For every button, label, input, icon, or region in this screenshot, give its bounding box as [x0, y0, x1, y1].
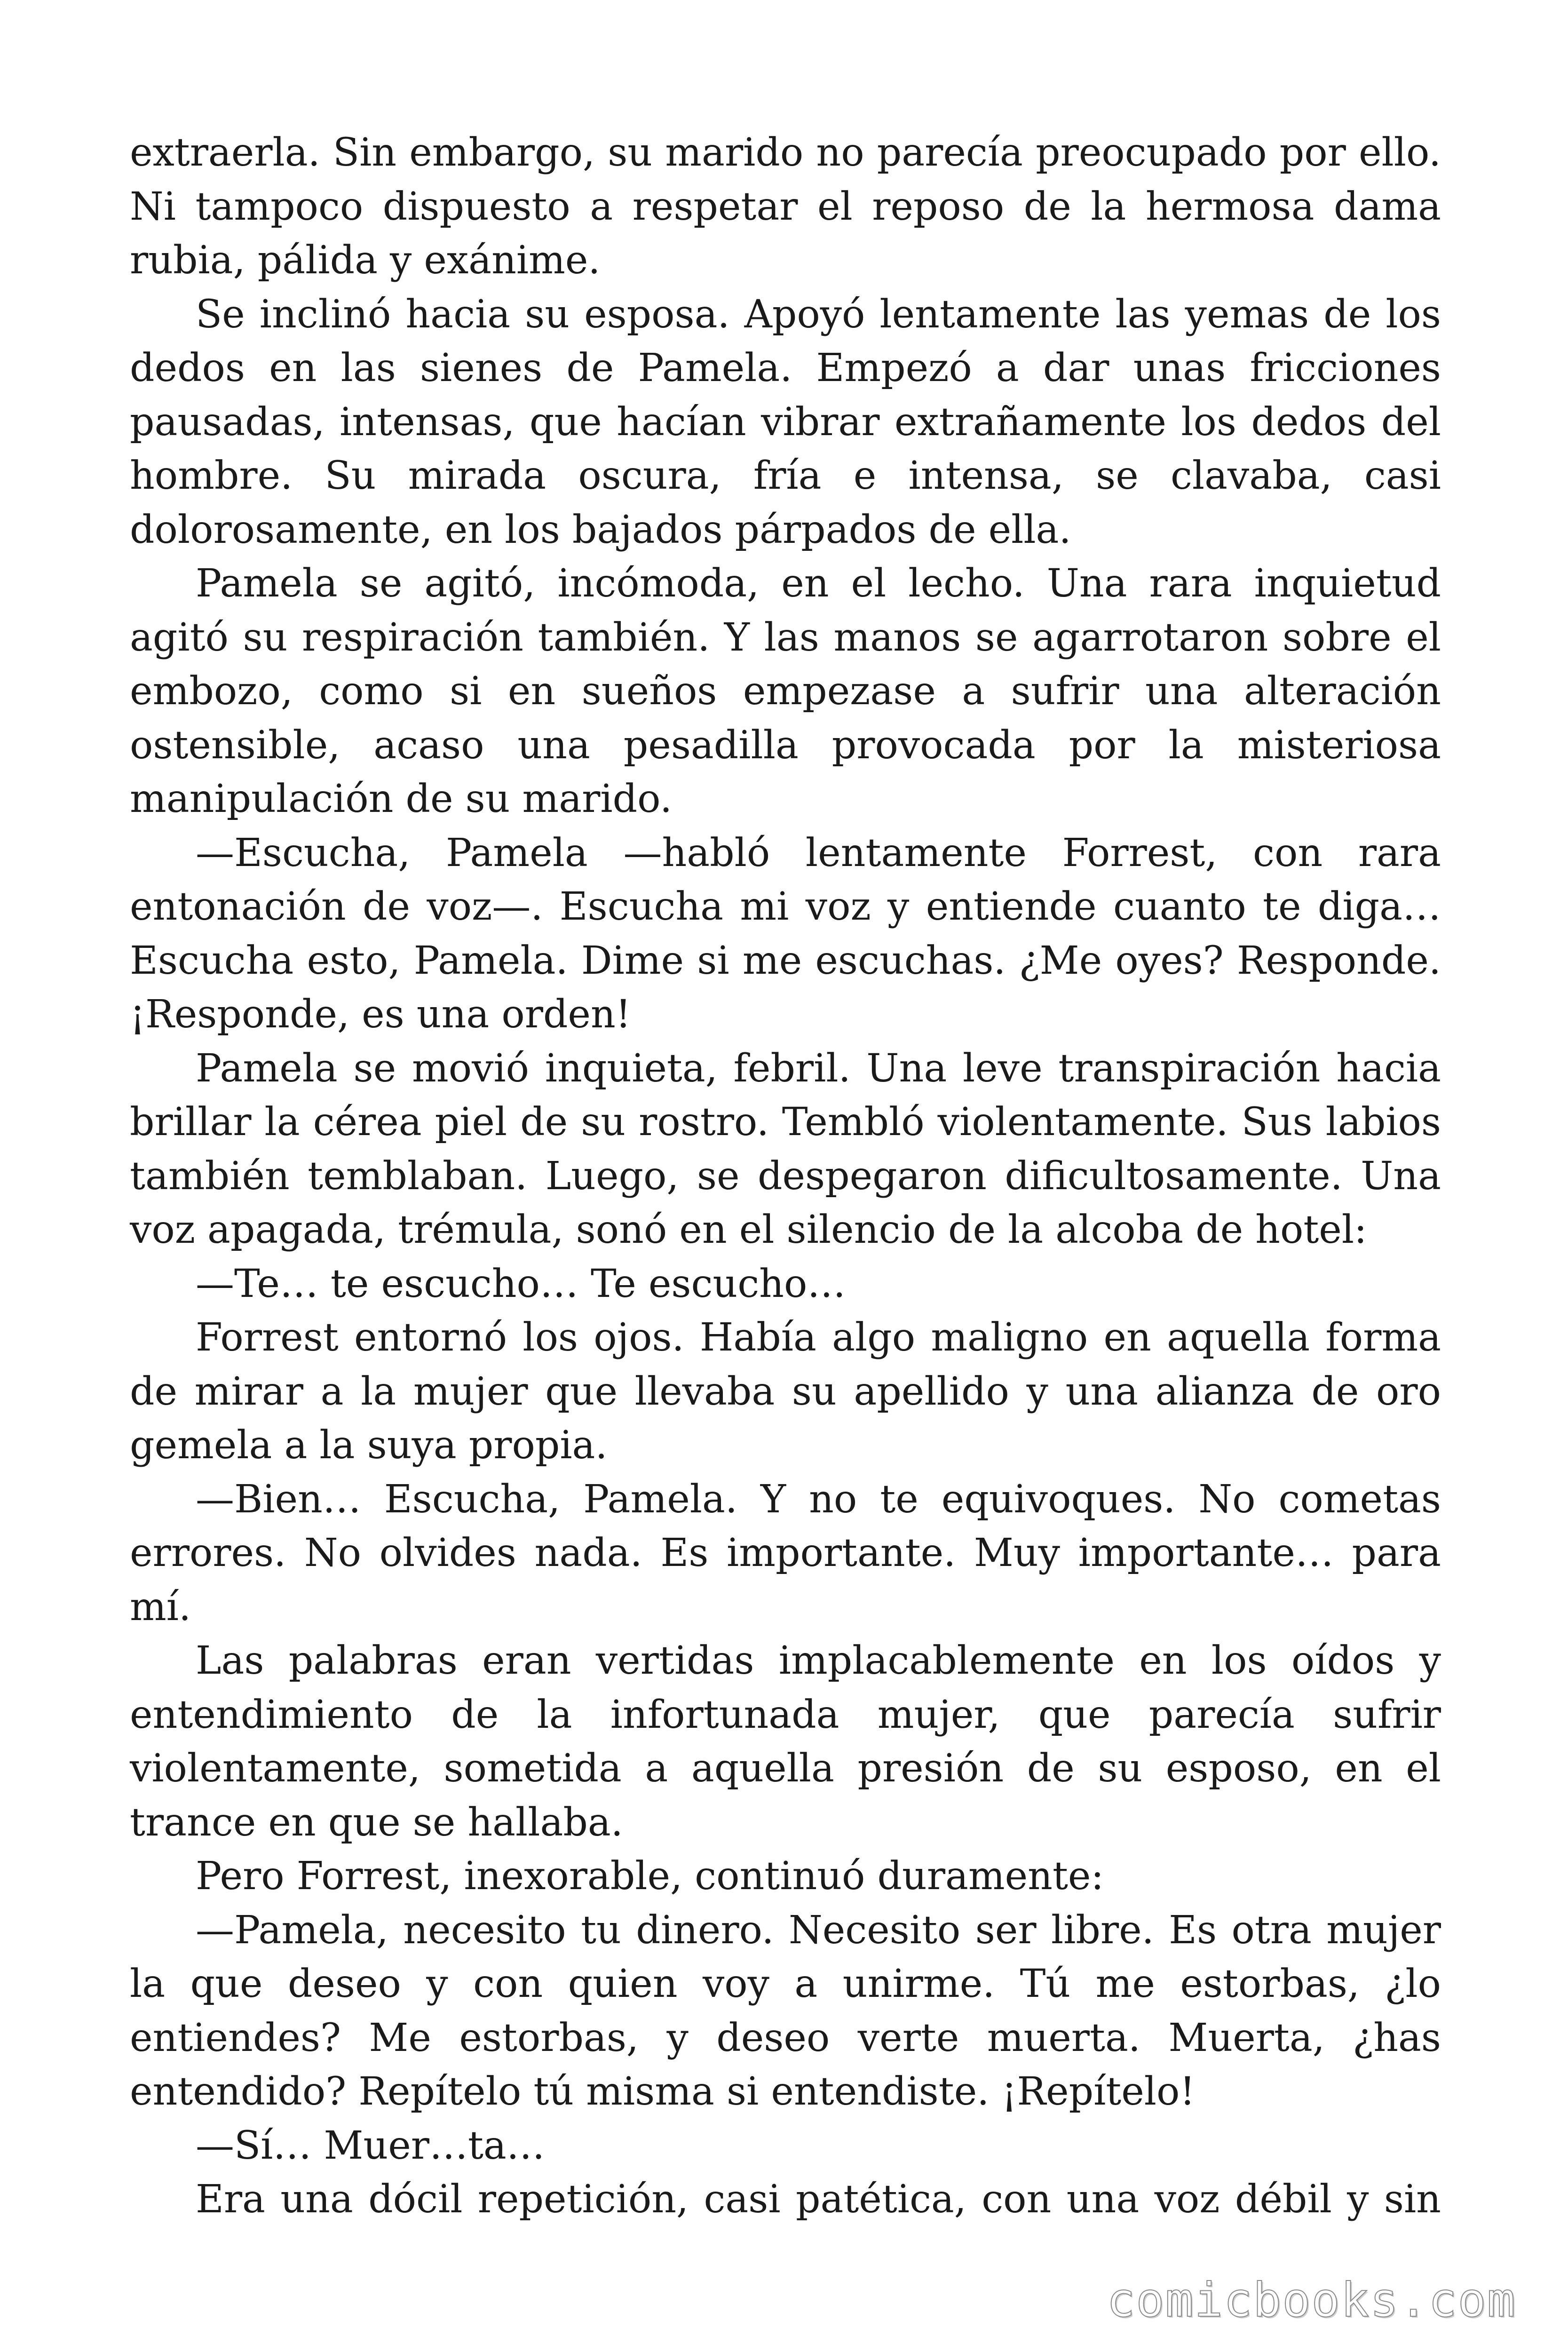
paragraph: Las palabras eran vertidas implacablemente en los oídos y entendimiento de la infortunada mujer, que parecía sufrir violentamente, sometida a aquella presión de su esposo, en el trance en que se hallaba.: [130, 1638, 1441, 1845]
paragraph: Pero Forrest, inexorable, continuó duramente:: [196, 1854, 1104, 1899]
watermark: comicbooks.com: [1107, 2273, 1516, 2328]
paragraph: Pamela se agitó, incómoda, en el lecho. Una rara inquietud agitó su respiración también. Y las manos se agarrotaron sobre el embozo, como si en sueños empezase a sufrir una alteración ostensible, acaso una pesadilla provocada por la misteriosa manipulación de su marido.: [130, 561, 1441, 821]
paragraph: —Sí… Muer…ta…: [196, 2123, 545, 2168]
paragraph: Forrest entornó los ojos. Había algo maligno en aquella forma de mirar a la mujer que llevaba su apellido y una alianza de oro gemela a la suya propia.: [130, 1315, 1441, 1468]
paragraph: —Bien… Escucha, Pamela. Y no te equivoques. No cometas errores. No olvides nada. Es importante. Muy importante… para mí.: [130, 1477, 1441, 1629]
paragraph: —Te… te escucho… Te escucho…: [196, 1261, 846, 1306]
paragraph: —Escucha, Pamela —habló lentamente Forrest, con rara entonación de voz—. Escucha mi voz y entiende cuanto te diga… Escucha esto, Pamela. Dime si me escuchas. ¿Me oyes? Responde. ¡Responde, es una orden!: [130, 830, 1441, 1037]
body-text: [130, 126, 1441, 2227]
paragraph: Pamela se movió inquieta, febril. Una leve transpiración hacia brillar la cérea piel de su rostro. Tembló violentamente. Sus labios también temblaban. Luego, se despegaron dificultosamente. Una voz apagada, trémula, sonó en el silencio de la alcoba de hotel:: [130, 1046, 1441, 1252]
paragraph: extraerla. Sin embargo, su marido no parecía preocupado por ello. Ni tampoco dispuesto a respetar el reposo de la hermosa dama rubia, pálida y exánime.: [130, 130, 1441, 283]
paragraph: Se inclinó hacia su esposa. Apoyó lentamente las yemas de los dedos en las sienes de Pamela. Empezó a dar unas fricciones pausadas, intensas, que hacían vibrar extrañamente los dedos del hombre. Su mirada oscura, fría e intensa, se clavaba, casi dolorosamente, en los bajados párpados de ella.: [130, 292, 1441, 552]
paragraph-last-line: Era una dócil repetición, casi patética, con una voz débil y sin: [196, 2177, 1441, 2222]
paragraph: —Pamela, necesito tu dinero. Necesito ser libre. Es otra mujer la que deseo y con quien voy a unirme. Tú me estorbas, ¿lo entiendes? Me estorbas, y deseo verte muerta. Muerta, ¿has entendido? Repítelo tú misma si entendiste. ¡Repítelo!: [130, 1907, 1441, 2114]
